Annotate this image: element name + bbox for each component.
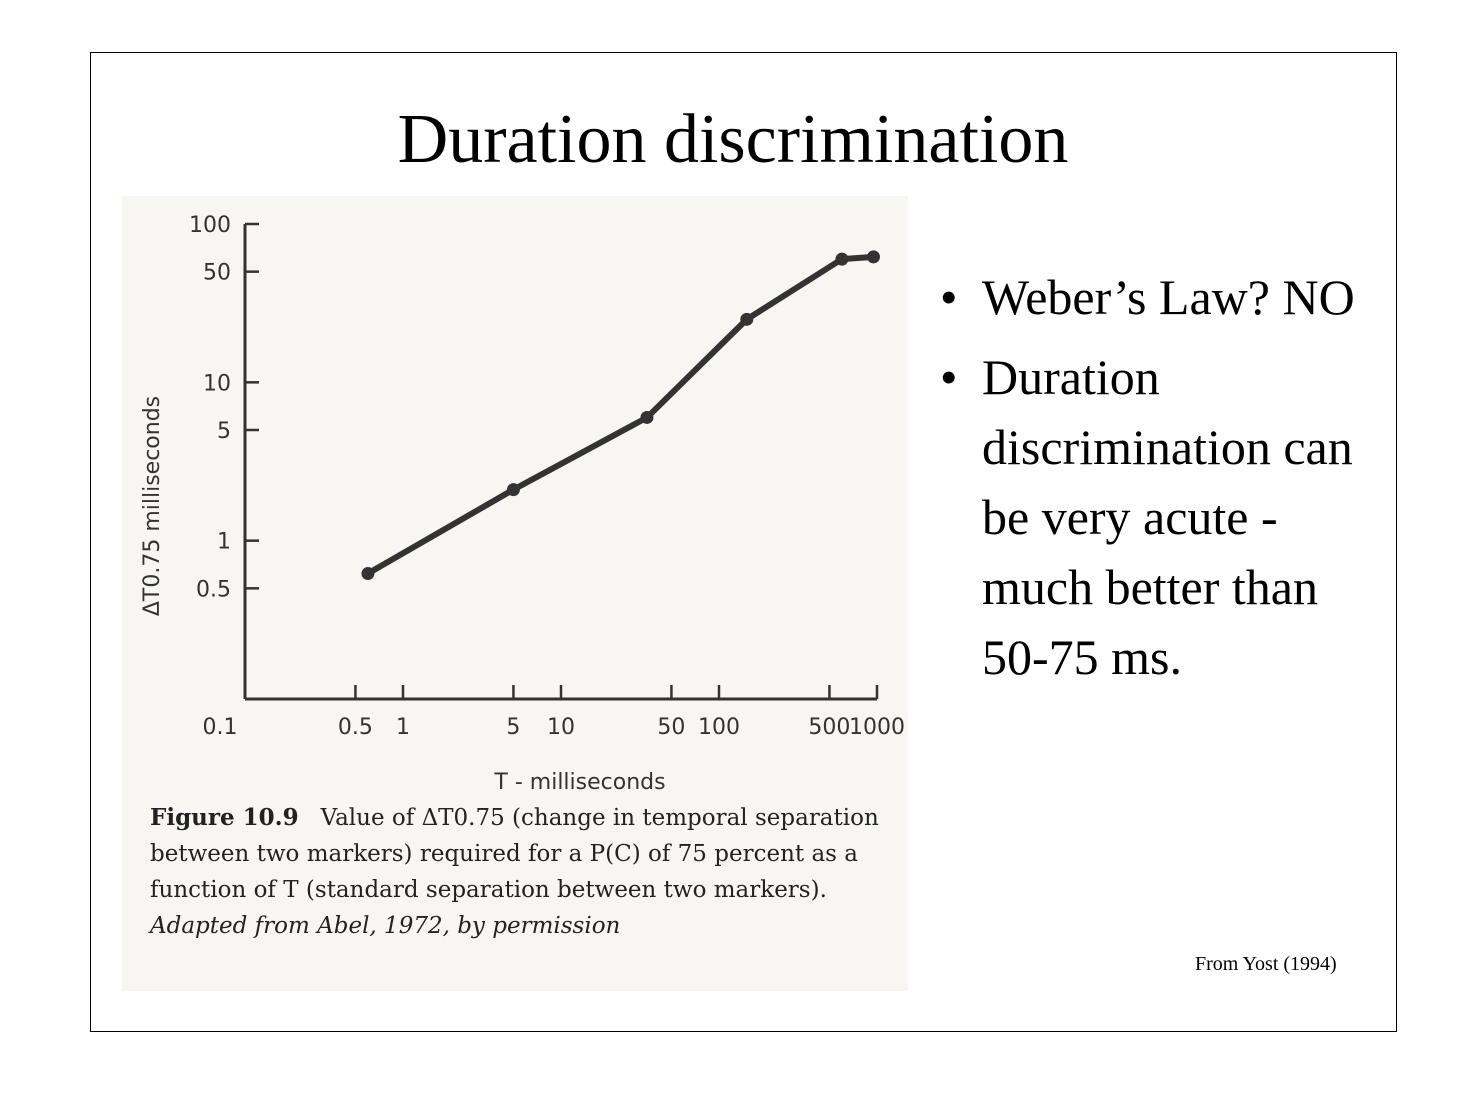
series-line: [368, 257, 874, 574]
bullet-dot-icon: •: [940, 269, 958, 325]
source-note: From Yost (1994): [1195, 953, 1337, 975]
y-ticks: [189, 213, 259, 602]
x-tick-label: 100: [698, 715, 740, 740]
chart-series: [361, 250, 880, 580]
bullet-text: Weber’s Law? NO: [982, 269, 1355, 325]
data-point: [867, 250, 880, 263]
slide-title: Duration discrimination: [397, 101, 1069, 178]
y-tick-label: 0.5: [196, 577, 231, 603]
duration-chart: [122, 196, 908, 796]
bullet-item: [936, 262, 1366, 332]
x-ticks: [338, 685, 905, 740]
data-point: [640, 411, 653, 424]
caption-credit: Adapted from Abel, 1972, by permission: [150, 913, 621, 939]
bullet-dot-icon: •: [940, 349, 958, 405]
x-tick-label: 10: [547, 715, 575, 740]
x-tick-label: 50: [657, 715, 686, 740]
data-point: [835, 253, 848, 266]
x-tick-label: 0.5: [337, 715, 373, 740]
y-tick-label: 10: [203, 371, 231, 397]
figure-caption: [150, 800, 900, 944]
x-tick-label: 1000: [849, 715, 905, 740]
caption-label: Figure 10.9: [150, 804, 299, 831]
y-tick-label: 100: [189, 213, 231, 238]
data-point: [507, 483, 520, 496]
x-tick-label: 500: [808, 715, 851, 740]
figure-panel: [122, 196, 908, 991]
data-point: [740, 313, 753, 326]
x-axis-label: T - milliseconds: [494, 770, 666, 795]
caption-text: [150, 800, 900, 908]
y-tick-label: 5: [217, 418, 231, 444]
bullet-item: [936, 342, 1366, 692]
caption-body: Value of ΔT0.75 (change in temporal separation between two markers) required for a P(C) of 75 percent as a function of T (standard separation between two markers).: [150, 805, 879, 903]
bullet-list: [936, 262, 1366, 702]
y-axis-label: ΔT0.75 milliseconds: [140, 395, 165, 617]
y-tick-label: 1: [217, 529, 231, 555]
x-tick-label: 5: [506, 715, 521, 740]
bullet-text: Duration discrimination can be very acute - much better than 50-75 ms.: [982, 349, 1353, 685]
x-tick-label: 1: [396, 715, 410, 740]
y-tick-label: 50: [203, 260, 231, 286]
x-origin-label: 0.1: [202, 715, 238, 740]
data-point: [361, 567, 374, 580]
